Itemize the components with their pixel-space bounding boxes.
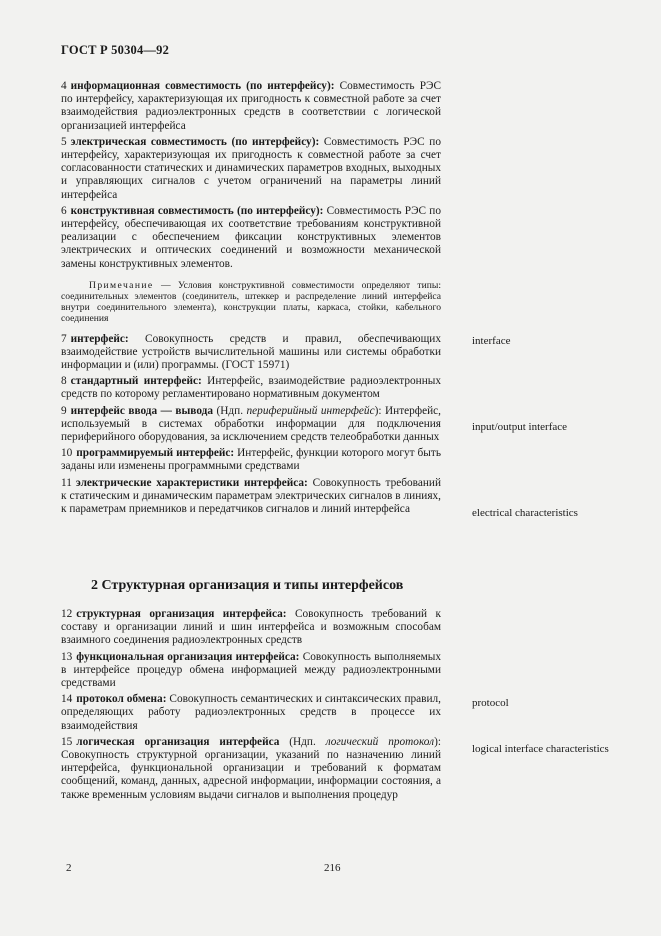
term-entry — [61, 447, 441, 473]
english-term-15: logical interface characteristics — [472, 743, 609, 755]
term-name: электрическая совместимость (по интерфейсу): — [70, 135, 320, 148]
term-name: стандартный интерфейс: — [70, 375, 202, 388]
term-number: 13 — [61, 650, 73, 663]
term-postfix: ): — [374, 404, 385, 417]
note — [61, 280, 441, 325]
term-name: информационная совместимость (по интерфейсу): — [70, 80, 335, 92]
terms-block-2 — [61, 333, 441, 517]
term-definition: Интерфейс, используемый в системах обработки информации для подключения периферийного оборудования, за исключением средств телеобработки данных — [61, 404, 442, 444]
english-term-14: protocol — [472, 697, 509, 709]
term-definition: Совокупность выполняемых в интерфейсе процедур обмена информацией между радиоэлектронными средствами — [61, 650, 441, 690]
term-postfix: ): — [434, 735, 441, 748]
main-column-2 — [61, 608, 441, 805]
term-name: конструктивная совместимость (по интерфейсу): — [70, 204, 324, 217]
term-prefix: (Ндп. — [213, 404, 247, 417]
term-name: интерфейс ввода — вывода — [70, 404, 214, 417]
term-definition: Совместимость РЭС по интерфейсу, характеризующая их пригодность к совместной работе за счет взаимодействия радиоэлектронных средств в соответствии с логической организацией интерфейса — [61, 80, 441, 132]
term-entry — [61, 405, 441, 445]
term-number: 10 — [61, 447, 73, 460]
term-definition: Совокупность структурной организации, указаний по назначению линий интерфейса, функциональной организации и требований к форматам сообщений, команд, данных, адресной информации, информации состояния, а также временным условиям выдачи сигналов и выполнения процедур — [61, 749, 441, 801]
page-number-center: 216 — [324, 862, 341, 874]
term-entry — [61, 375, 441, 401]
term-entry — [61, 136, 441, 202]
term-entry — [61, 736, 441, 802]
english-term-11: electrical characteristics — [472, 507, 578, 519]
term-number: 15 — [61, 735, 73, 748]
term-entry — [61, 333, 441, 373]
term-number: 14 — [61, 693, 73, 706]
main-column — [61, 80, 441, 519]
page-number-left: 2 — [66, 862, 72, 874]
term-number: 7 — [61, 332, 67, 345]
term-entry — [61, 693, 441, 733]
term-name: программируемый интерфейс: — [76, 447, 235, 460]
term-number: 8 — [61, 375, 67, 388]
term-entry — [61, 477, 441, 517]
term-number: 12 — [61, 608, 73, 620]
term-definition: Интерфейс, взаимодействие радиоэлектронных средств по которому регламентировано нормативным документом — [61, 375, 442, 401]
note-text: — Условия конструктивной совместимости определяют типы: соединительных элементов (соединитель, штеккер и распределение линий интерфейса внутри соединительного элемента), конструкции платы, каркаса, стойки, кабельного соединения — [61, 279, 441, 325]
terms-block-1 — [61, 80, 441, 271]
section-title: 2 Структурная организация и типы интерфейсов — [91, 578, 404, 593]
terms-block-3 — [61, 608, 441, 802]
term-definition: Совместимость РЭС по интерфейсу, обеспечивающая их соответствие требованиям конструктивной реализации с обеспечением фиксации конструктивных элементов электрических и оптических соединений и возможности механической замены конструктивных элементов. — [61, 204, 441, 270]
term-definition: Совокупность семантических и синтаксических правил, определяющих работу радиоэлектронных средств в процессе их взаимодействия — [61, 693, 442, 732]
term-number: 11 — [61, 476, 72, 489]
term-name: логическая организация интерфейса — [76, 735, 280, 748]
term-definition: Совместимость РЭС по интерфейсу, характеризующая их пригодность к совместной работе за счет согласованности статических и динамических параметров входных, выходных и управляющих сигналов с учетом ограничений на параметры линий интерфейса — [61, 135, 441, 201]
term-entry — [61, 80, 441, 133]
term-definition: Совокупность требований к составу и организации линий и шин интерфейса и возможным способам взаимного соединения радиоэлектронных средств — [61, 608, 442, 647]
term-entry — [61, 651, 441, 691]
term-name: интерфейс: — [70, 332, 129, 345]
term-number: 6 — [61, 204, 67, 217]
term-entry — [61, 608, 441, 648]
english-term-7: interface — [472, 335, 511, 347]
note-label: Примечание — [89, 279, 154, 291]
term-definition: Совокупность требований к статическим и динамическим параметрам электрических сигналов в линиях, к параметрам приемников и передатчиков сигналов и линий интерфейса — [61, 476, 441, 516]
term-entry — [61, 205, 441, 271]
page-header: ГОСТ Р 50304—92 — [61, 43, 170, 57]
term-definition: Интерфейс, функции которого могут быть заданы или изменены программными средствами — [61, 447, 441, 473]
term-number: 5 — [61, 135, 67, 148]
english-term-9: input/output interface — [472, 421, 567, 433]
term-name: электрические характеристики интерфейса: — [75, 476, 308, 489]
term-deprecated: периферийный интерфейс — [246, 404, 375, 417]
term-definition: Совокупность средств и правил, обеспечивающих взаимодействие устройств вычислительной машины или системы обработки информации и (или) программы. (ГОСТ 15971) — [61, 332, 441, 372]
term-prefix: (Ндп. — [279, 735, 326, 748]
term-number: 9 — [61, 404, 67, 417]
term-name: протокол обмена: — [76, 693, 167, 706]
term-name: структурная организация интерфейса: — [76, 608, 287, 620]
term-deprecated: логический протокол — [325, 735, 435, 748]
term-number: 4 — [61, 80, 67, 92]
term-name: функциональная организация интерфейса: — [76, 650, 300, 663]
